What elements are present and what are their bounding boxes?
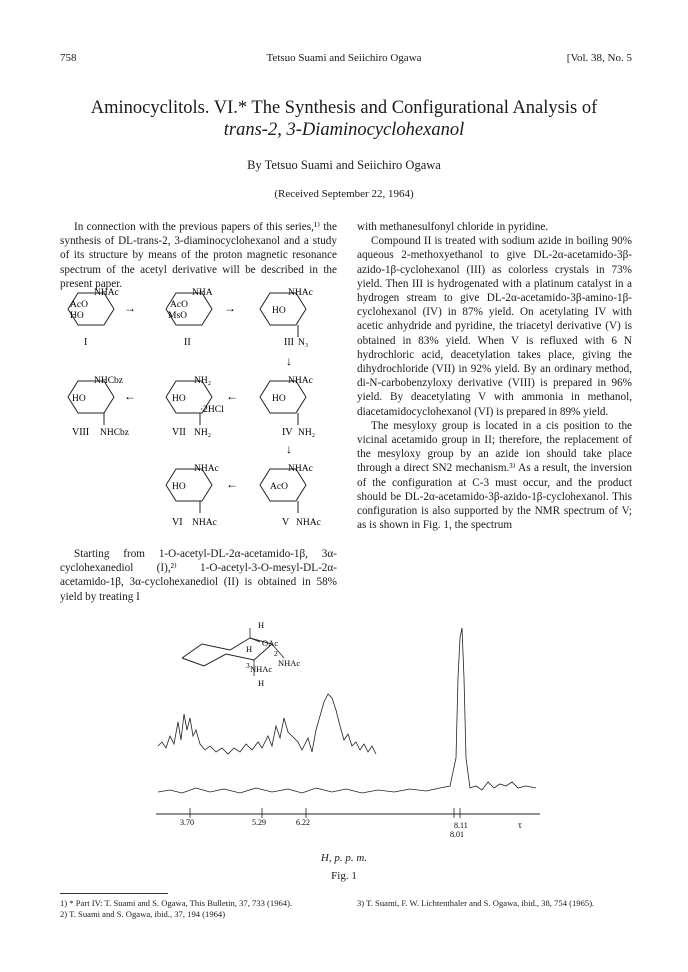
received-date: (Received September 22, 1964): [274, 188, 414, 200]
sub-V-nhac-2: NHAc: [296, 518, 321, 528]
sub-VIII-ho: HO: [72, 394, 86, 404]
sub-VII-ho: HO: [172, 394, 186, 404]
sub-VII-hcl: ·2HCl: [200, 405, 224, 415]
sub-VII-nh2: NH₂: [194, 376, 212, 386]
left-column-intro: [60, 220, 337, 291]
tau-symbol: τ: [518, 821, 522, 831]
sub-VIII-nhcbz-2: NHCbz: [100, 428, 130, 438]
label-II: II: [184, 337, 191, 348]
nmr-spectrum-figure: [150, 618, 545, 848]
label-VIII: VIII: [72, 427, 90, 438]
sub-IV-nh2: NH₂: [298, 428, 316, 438]
reaction-scheme: [60, 285, 342, 530]
sub-III-n3: N₃: [298, 338, 309, 348]
sub-II-mso: MsO: [168, 311, 188, 321]
struct-label-oac: OAc: [262, 638, 279, 648]
tick-6-22: 6.22: [296, 818, 310, 827]
arrow-2: →: [224, 301, 236, 315]
struct-label-h1: H: [246, 644, 253, 654]
starting-paragraph: Starting from 1-O-acetyl-DL-2α-acetamido-1β, 3α-cyclohexanediol (I),²⁾ 1-O-acetyl-3-O-mesyl-DL-2α-acetamido-1β, 3α-cyclohexanediol (II) is obtained in 58% yield by treating I: [60, 548, 337, 603]
right-column: [357, 220, 632, 532]
footnotes-right: [357, 898, 632, 909]
label-VII: VII: [172, 427, 186, 438]
tick-5-29: 5.29: [252, 818, 266, 827]
arrow-1: →: [124, 301, 136, 315]
figure-x-label: H, p. p. m.: [320, 852, 368, 864]
running-head: Tetsuo Suami and Seiichiro Ogawa: [266, 52, 422, 64]
sub-VI-nhac-2: NHAc: [192, 518, 217, 528]
struct-label-h-top: H: [258, 620, 265, 630]
right-paragraph-2: Compound II is treated with sodium azide in boiling 90% aqueous 2-methoxyethanol to give DL-2α-acetamido-3β-azido-1β-cyclohexanol (III) as colorless crystals in 73% yield. Then III is hydrogenated with a platinum catalyst in a hydrogen stream to give DL-2α-acetamido-3β-amino-1β-cyclohexanol (IV) in 87% yield. On acetylating IV with acetic anhydride and pyridine, the triacetyl derivative (V) is obtained in 83% yield. When V is refluxed with 6 N hydrochloric acid, deacetylation takes place, giving the dihydrochloride (VII) in 92% yield. By an ordinary method, di-N-carbobenzyloxy derivative (VIII) is prepared in 96% yield. By deacetylating V with ammonia in methanol, diacetamidocyclohexanol (VI) is prepared in 89% yield.: [357, 235, 632, 418]
sub-VI-ho: HO: [172, 482, 186, 492]
struct-label-c3: 3: [246, 661, 250, 670]
right-paragraph-3: The mesyloxy group is located in a cis position to the vicinal acetamido group in II; therefore, the replacement of the mesyloxy group by an azide ion should take place through a direct SN2 mechanism.³⁾ As a result, the inversion of the configuration at C-3 must occur, and the product should be DL-2α-acetamido-3β-azido-1β-cyclohexanol. This configuration is also supported by the NMR spectrum of V; as is shown in Fig. 1, the spectrum: [357, 419, 632, 532]
footnotes-left: [60, 898, 338, 919]
footnote-1: 1) * Part IV: T. Suami and S. Ogawa, This Bulletin, 37, 733 (1964).: [60, 898, 293, 908]
sub-VII-nh2-2: NH₂: [194, 428, 212, 438]
page-number: 758: [60, 52, 77, 64]
struct-label-h-bottom: H: [258, 678, 265, 688]
tick-8-01: 8.01: [450, 830, 464, 839]
left-column-bottom: [60, 547, 337, 604]
article-subtitle: trans-2, 3-Diaminocyclohexanol: [223, 120, 465, 140]
footnote-2: 2) T. Suami and S. Ogawa, ibid., 37, 194 (1964): [60, 908, 226, 919]
sub-VIII-nhcbz: NHCbz: [94, 376, 124, 386]
volume-info: [Vol. 38, No. 5: [566, 52, 632, 64]
arrow-3: ←: [124, 389, 136, 403]
sub-II-nha: NHA: [192, 288, 213, 298]
arrow-down-1: ↓: [286, 354, 292, 368]
arrow-down-2: ↓: [286, 442, 292, 456]
struct-label-nhac-1: NHAc: [278, 658, 301, 668]
label-IV: IV: [282, 427, 293, 438]
intro-paragraph: In connection with the previous papers of this series,¹⁾ the synthesis of DL-trans-2, 3-diaminocyclohexanol and a study of its structure by means of the proton magnetic resonance spectrum of the acetyl derivative will be described in the present paper.: [60, 221, 337, 290]
label-VI: VI: [172, 517, 183, 528]
footnote-3: 3) T. Suami, F. W. Lichtenthaler and S. Ogawa, ibid., 38, 754 (1965).: [357, 898, 595, 908]
struct-label-c2: 2: [274, 649, 278, 658]
figure-caption: Fig. 1: [331, 870, 357, 882]
arrow-4: ←: [226, 389, 238, 403]
struct-label-nhac-2: NHAc: [250, 664, 273, 674]
sub-I-aco: AcO: [70, 300, 88, 310]
byline: By Tetsuo Suami and Seiichiro Ogawa: [247, 158, 441, 172]
label-I: I: [84, 337, 88, 348]
sub-III-nhac: NHAc: [288, 288, 313, 298]
sub-V-aco: AcO: [270, 482, 288, 492]
tick-8-11: 8.11: [454, 821, 468, 830]
sub-I-ho: HO: [70, 311, 84, 321]
sub-III-ho: HO: [272, 306, 286, 316]
integral-trace: [158, 694, 376, 754]
sub-IV-ho: HO: [272, 394, 286, 404]
tick-3-70: 3.70: [180, 818, 194, 827]
chair-structure: [182, 620, 300, 688]
label-III: III: [284, 337, 294, 348]
sub-V-nhac: NHAc: [288, 464, 313, 474]
arrow-5: ←: [226, 477, 238, 491]
footnote-rule: [60, 893, 168, 894]
sub-VI-nhac: NHAc: [194, 464, 219, 474]
right-paragraph-1: with methanesulfonyl chloride in pyridine.: [357, 221, 549, 233]
article-title: Aminocyclitols. VI.* The Synthesis and Configurational Analysis of: [90, 98, 598, 118]
spectrum-trace: [158, 628, 536, 793]
sub-II-aco: AcO: [170, 300, 188, 310]
label-V: V: [282, 517, 290, 528]
sub-IV-nhac: NHAc: [288, 376, 313, 386]
sub-I-nhac: NHAc: [94, 288, 119, 298]
